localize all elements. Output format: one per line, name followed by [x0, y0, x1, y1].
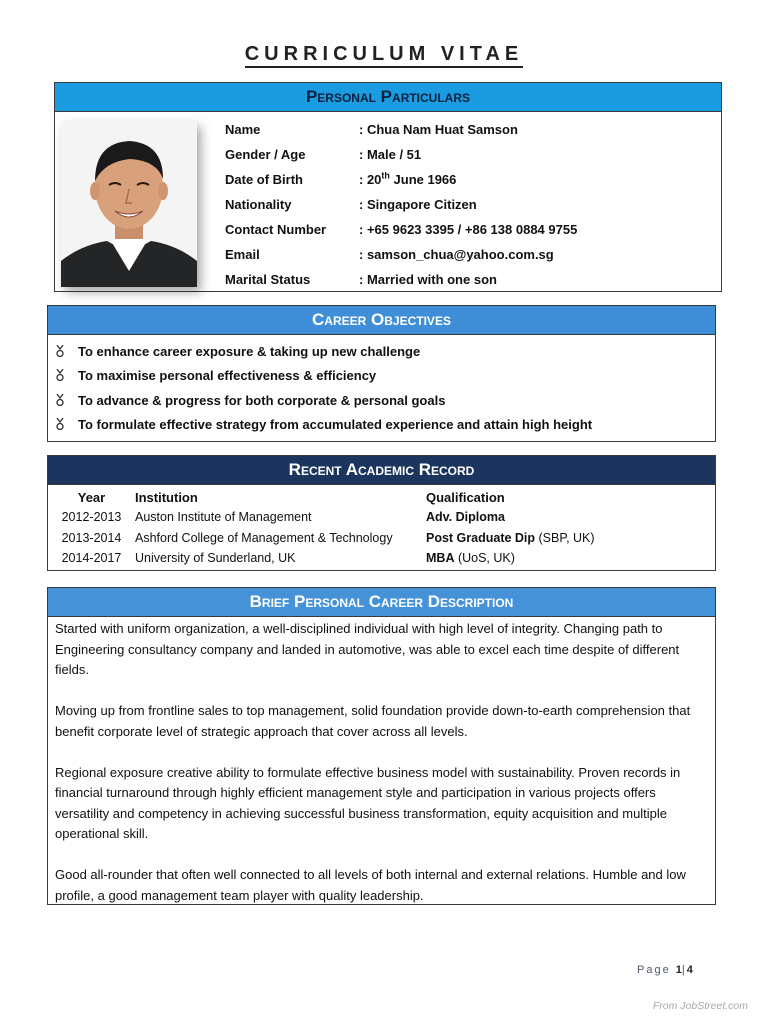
career-description-section	[47, 587, 716, 905]
qualification-column-header: Qualification	[426, 490, 505, 505]
gender-age-row	[225, 142, 577, 167]
nationality-label: Nationality	[225, 197, 292, 212]
gender-age-label: Gender / Age	[225, 147, 306, 162]
portrait-photo	[61, 121, 197, 287]
qualification-note: (SBP, UK)	[535, 530, 595, 545]
institution-cell: Auston Institute of Management	[135, 510, 312, 525]
document-title	[0, 43, 768, 69]
career-paragraph: Regional exposure creative ability to formulate effective business model with sustainability. Proven records in financial turnaround through highly efficient management style and participation in various projects offers versatility and competency in achieving successful business transformation, equity acquisition and multiple operational skill.	[55, 764, 681, 841]
contact-number-row	[225, 217, 577, 242]
dob-day-suffix: th	[381, 170, 390, 181]
career-paragraph: Moving up from frontline sales to top management, solid foundation provide down-to-earth comprehension that benefit corporate level of strategic approach that cover across all levels.	[55, 703, 691, 739]
academic-record-heading: Recent Academic Record	[48, 456, 715, 485]
personal-particulars-section	[54, 82, 722, 292]
email-label: Email	[225, 247, 260, 262]
qualification-main: Post Graduate Dip	[426, 530, 536, 545]
table-row	[48, 528, 686, 549]
year-column-header: Year	[77, 490, 106, 505]
year-cell: 2013-2014	[61, 530, 122, 545]
name-row	[225, 117, 577, 142]
career-paragraph: Good all-rounder that often well connected to all levels of both internal and external relations. Humble and low profile, a good management team player with quality leadership.	[55, 867, 686, 903]
year-cell: 2012-2013	[61, 510, 122, 525]
objectives-list	[48, 335, 715, 437]
marital-status-label: Marital Status	[225, 272, 311, 287]
email-row	[225, 242, 577, 267]
career-objectives-section	[47, 305, 716, 442]
objective-item	[56, 413, 715, 438]
dob-day: : 20	[359, 172, 382, 187]
marital-status-value: : Married with one son	[359, 272, 497, 287]
page-current: 1	[675, 964, 682, 976]
dob-month-year: June 1966	[389, 172, 457, 187]
personal-details-list	[225, 117, 577, 292]
page-total: 4	[686, 964, 693, 976]
medal-bullet-icon	[56, 345, 78, 358]
nationality-row	[225, 192, 577, 217]
academic-table-header	[48, 488, 686, 507]
nationality-value: : Singapore Citizen	[359, 197, 477, 212]
page-number	[637, 964, 693, 976]
email-value: : samson_chua@yahoo.com.sg	[359, 247, 554, 262]
institution-cell: Ashford College of Management & Technology	[135, 530, 393, 545]
institution-cell: University of Sunderland, UK	[135, 551, 296, 566]
source-watermark: From JobStreet.com	[652, 1000, 748, 1012]
qualification-cell	[426, 548, 686, 569]
academic-table	[48, 488, 686, 569]
table-row	[48, 548, 686, 569]
qualification-cell	[426, 507, 686, 528]
page-label: Page	[637, 964, 671, 976]
objective-text: To maximise personal effectiveness & efficiency	[78, 368, 377, 384]
personal-particulars-heading: Personal Particulars	[55, 83, 721, 112]
page-separator: |	[681, 964, 687, 976]
year-cell: 2014-2017	[61, 551, 122, 566]
objective-text: To enhance career exposure & taking up new challenge	[78, 343, 421, 359]
date-of-birth-value	[359, 172, 456, 187]
portrait-photo-image	[61, 121, 197, 287]
date-of-birth-row	[225, 167, 577, 192]
table-row	[48, 507, 686, 528]
medal-bullet-icon	[56, 369, 78, 382]
name-label: Name	[225, 122, 261, 137]
objective-item	[56, 388, 715, 413]
contact-number-value: : +65 9623 3395 / +86 138 0884 9755	[359, 222, 578, 237]
career-paragraph: Started with uniform organization, a well-disciplined individual with high level of integrity. Changing path to Engineering consultancy company and landed in automotive, was able to excel each time despite of different fields.	[55, 621, 680, 677]
marital-status-row	[225, 267, 577, 292]
gender-age-value: : Male / 51	[359, 147, 422, 162]
qualification-main: Adv. Diploma	[426, 510, 505, 525]
qualification-note: (UoS, UK)	[454, 551, 515, 566]
name-value: : Chua Nam Huat Samson	[359, 122, 518, 137]
qualification-cell	[426, 528, 686, 549]
contact-number-label: Contact Number	[225, 222, 327, 237]
objective-item	[56, 339, 715, 364]
career-objectives-heading: Career Objectives	[48, 306, 715, 335]
career-description-heading: Brief Personal Career Description	[48, 588, 715, 617]
objective-item	[56, 364, 715, 389]
medal-bullet-icon	[56, 418, 78, 431]
qualification-main: MBA	[426, 551, 455, 566]
document-title-text: CURRICULUM VITAE	[245, 43, 524, 68]
objective-text: To formulate effective strategy from accumulated experience and attain high height	[78, 417, 593, 433]
career-description-body	[48, 617, 715, 906]
objective-text: To advance & progress for both corporate & personal goals	[78, 392, 446, 408]
medal-bullet-icon	[56, 394, 78, 407]
date-of-birth-label: Date of Birth	[225, 172, 303, 187]
institution-column-header: Institution	[135, 490, 198, 505]
academic-record-section	[47, 455, 716, 571]
